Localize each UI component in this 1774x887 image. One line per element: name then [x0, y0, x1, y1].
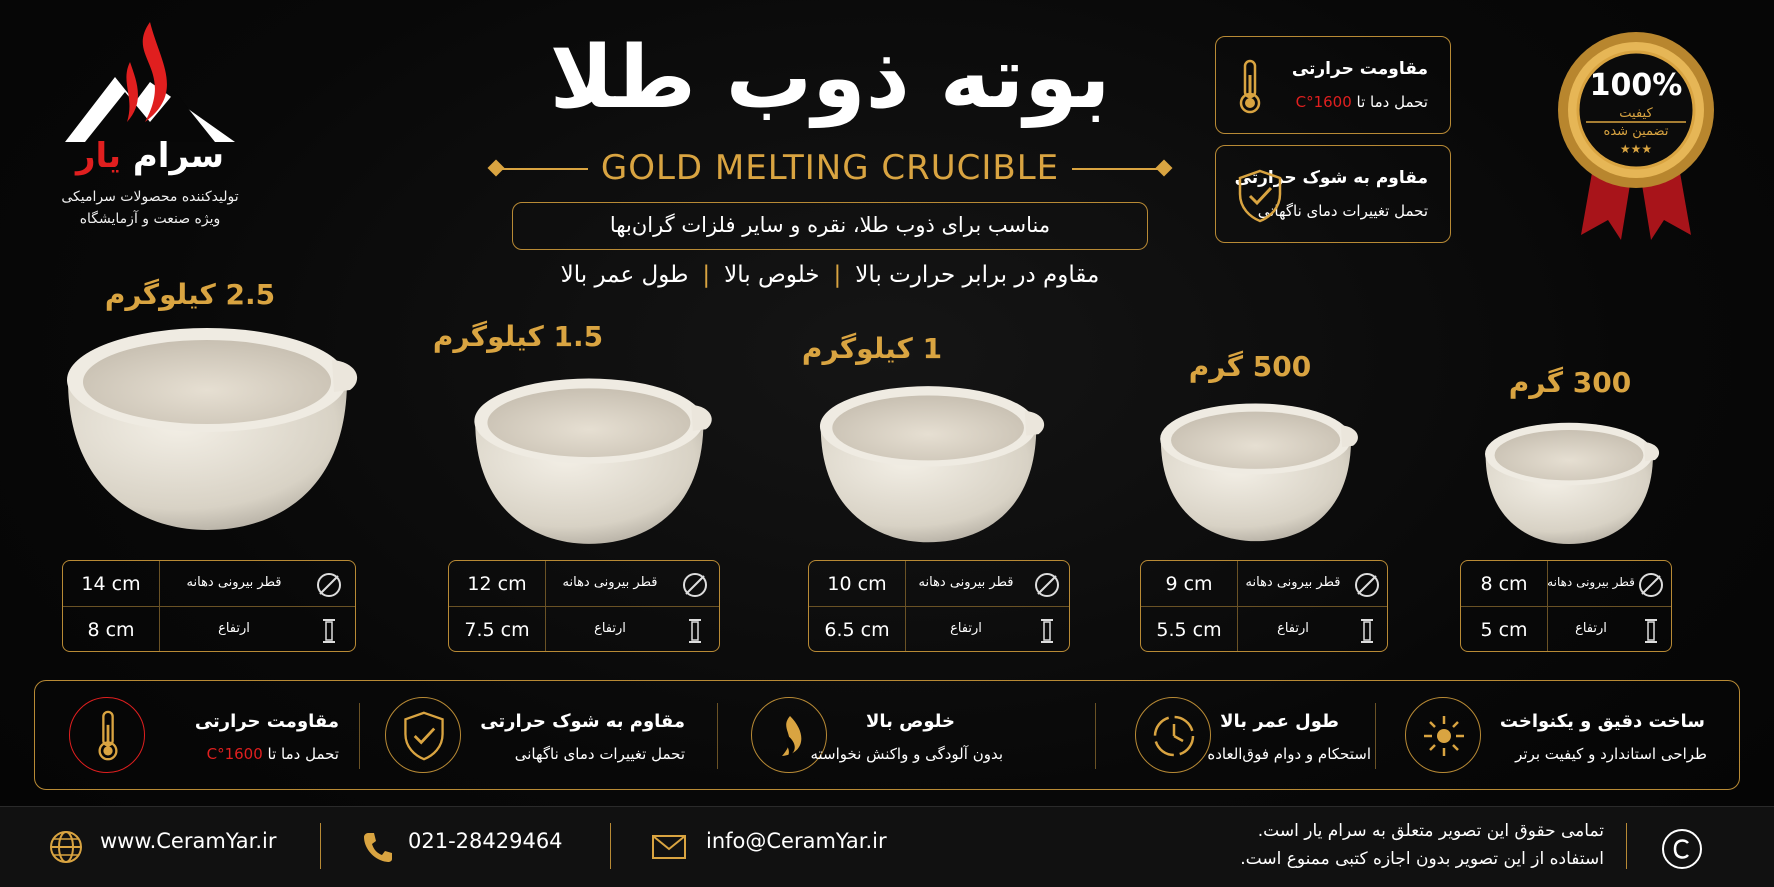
- copyright-line-1: تمامی حقوق این تصویر متعلق به سرام یار است.: [1257, 821, 1604, 841]
- divider: [359, 703, 360, 769]
- feature-sub: استحکام و دوام فوق‌العاده: [1207, 745, 1371, 763]
- diameter-label: قطر بیرونی دهانه: [1547, 575, 1635, 589]
- thermometer-icon: [1236, 59, 1264, 115]
- separator: |: [702, 262, 711, 288]
- precision-icon: [1422, 714, 1466, 758]
- temp-value: 1600°C: [1295, 93, 1352, 111]
- diameter-icon: [1033, 571, 1061, 599]
- diameter-value: 14 cm: [81, 573, 141, 595]
- spec-table: [1460, 560, 1672, 652]
- height-value: 5 cm: [1480, 619, 1528, 641]
- crucible-image: [458, 372, 728, 552]
- crucible-weight: 500 گرم: [1188, 350, 1312, 383]
- feature-heat-resistance: [59, 681, 359, 791]
- quality-badge: [1556, 30, 1716, 240]
- spec-row-diameter: [809, 561, 1069, 606]
- divider-line: [1072, 168, 1162, 170]
- height-label: ارتفاع: [1277, 621, 1309, 636]
- badge-line1: کیفیت: [1619, 106, 1653, 121]
- diameter-value: 10 cm: [827, 573, 887, 595]
- height-icon: [1641, 617, 1661, 645]
- feature-title: طول عمر بالا: [1220, 711, 1339, 732]
- divider: [320, 823, 321, 869]
- diameter-value: 8 cm: [1480, 573, 1528, 595]
- crucible-image: [1474, 418, 1670, 550]
- diameter-label: قطر بیرونی دهانه: [562, 575, 658, 590]
- badge-stars: ★★★: [1619, 142, 1653, 156]
- diameter-icon: [681, 571, 709, 599]
- spec-table: [808, 560, 1070, 652]
- copyright-text: [1240, 817, 1604, 873]
- brand-tagline-1: تولیدکننده محصولات سرامیکی: [61, 189, 239, 205]
- copyright-icon: [1660, 827, 1704, 871]
- info-card-title: مقاومت حرارتی: [1291, 59, 1428, 79]
- brand-tagline-2: ویژه صنعت و آزمایشگاه: [79, 211, 221, 227]
- info-card-thermal-shock: [1215, 145, 1451, 243]
- height-label: ارتفاع: [594, 621, 626, 636]
- footer: [0, 806, 1774, 887]
- crucible-weight: 2.5 کیلوگرم: [104, 278, 276, 311]
- divider: [610, 823, 611, 869]
- features-bar: [34, 680, 1740, 790]
- spec-row-height: [1461, 606, 1671, 651]
- crucible-image: [812, 380, 1052, 550]
- brand-name-red: یار: [75, 136, 122, 176]
- feature-icon-circle: [1405, 697, 1481, 773]
- spec-row-diameter: [1461, 561, 1671, 606]
- height-value: 6.5 cm: [824, 619, 890, 641]
- spec-row-height: [449, 606, 719, 651]
- divider-line: [498, 168, 588, 170]
- brand-logo: [40, 22, 260, 262]
- height-label: ارتفاع: [950, 621, 982, 636]
- height-value: 7.5 cm: [464, 619, 530, 641]
- feature-text: مقاوم در برابر حرارت بالا: [855, 262, 1100, 288]
- crucible-image: [62, 320, 362, 540]
- shield-check-icon: [1236, 168, 1284, 224]
- thermometer-icon: [94, 710, 122, 762]
- feature-sub: تحمل تغییرات دمای ناگهانی: [514, 745, 685, 763]
- feature-thermal-shock: [375, 681, 705, 791]
- page-title: بوته ذوب طلا: [549, 28, 1111, 128]
- feature-purity: [735, 681, 1085, 791]
- spec-row-height: [63, 606, 355, 651]
- divider: [1626, 823, 1627, 869]
- brand-tagline: [40, 186, 260, 230]
- crucible-weight: 1 کیلوگرم: [801, 332, 943, 365]
- info-card-sub: تحمل تغییرات دمای ناگهانی: [1257, 202, 1428, 220]
- divider: [1375, 703, 1376, 769]
- email-link[interactable]: info@CeramYar.ir: [706, 829, 887, 853]
- spec-row-diameter: [449, 561, 719, 606]
- height-icon: [685, 617, 705, 645]
- separator: |: [833, 262, 842, 288]
- diamond-decor: [1156, 160, 1173, 177]
- feature-title: ساخت دقیق و یکنواخت: [1499, 711, 1705, 732]
- info-card-heat-resistance: [1215, 36, 1451, 134]
- feature-sub: طراحی استاندارد و کیفیت برتر: [1515, 745, 1707, 763]
- features-line: [500, 262, 1160, 288]
- globe-icon: [48, 829, 84, 865]
- feature-sub: بدون آلودگی و واکنش نخواسته: [810, 745, 1003, 763]
- feature-text: خلوص بالا: [724, 262, 820, 288]
- height-icon: [1357, 617, 1377, 645]
- badge-line2: تضمین شده: [1603, 124, 1669, 139]
- diameter-value: 9 cm: [1165, 573, 1213, 595]
- feature-icon-circle: [385, 697, 461, 773]
- feature-icon-circle: [1135, 697, 1211, 773]
- clock-cycle-icon: [1150, 712, 1198, 760]
- feature-text: طول عمر بالا: [560, 262, 689, 288]
- email-icon: [652, 835, 686, 859]
- diameter-label: قطر بیرونی دهانه: [186, 575, 282, 590]
- spec-row-diameter: [1141, 561, 1387, 606]
- info-card-title: مقاوم به شوک حرارتی: [1234, 168, 1428, 188]
- shield-check-icon: [400, 710, 448, 762]
- description-box: مناسب برای ذوب طلا، نقره و سایر فلزات گران‌بها: [512, 202, 1148, 250]
- spec-table: [1140, 560, 1388, 652]
- subtitle-english: GOLD MELTING CRUCIBLE: [600, 148, 1060, 188]
- phone-link[interactable]: 021-28429464: [408, 829, 563, 853]
- diameter-value: 12 cm: [467, 573, 527, 595]
- divider: [717, 703, 718, 769]
- height-icon: [319, 617, 339, 645]
- spec-table: [62, 560, 356, 652]
- temp-value: 1600°C: [206, 745, 263, 763]
- feature-precision: [1395, 681, 1735, 791]
- diameter-label: قطر بیرونی دهانه: [1245, 575, 1341, 590]
- copyright-line-2: استفاده از این تصویر بدون اجازه کتبی ممنوع است.: [1240, 849, 1604, 869]
- feature-title: مقاوم به شوک حرارتی: [480, 711, 685, 732]
- brand-name-black: سرام: [132, 136, 225, 176]
- feature-title: مقاومت حرارتی: [194, 711, 339, 732]
- crucible-weight: 300 گرم: [1508, 366, 1632, 399]
- feature-lifespan: [1099, 681, 1399, 791]
- spec-row-height: [809, 606, 1069, 651]
- diameter-icon: [315, 571, 343, 599]
- subtitle-row: [490, 148, 1170, 192]
- brand-name: [40, 136, 260, 176]
- spec-table: [448, 560, 720, 652]
- crucible-weight: 1.5 کیلوگرم: [432, 320, 604, 353]
- height-value: 5.5 cm: [1156, 619, 1222, 641]
- divider: [1095, 703, 1096, 769]
- phone-icon: [362, 831, 392, 863]
- info-card-sub: تحمل دما تا 1600°C: [1295, 93, 1428, 111]
- height-icon: [1037, 617, 1057, 645]
- diameter-icon: [1637, 571, 1665, 599]
- crucible-image: [1150, 398, 1368, 548]
- website-link[interactable]: www.CeramYar.ir: [100, 829, 277, 853]
- flame-mountain-icon: [65, 22, 235, 142]
- height-label: ارتفاع: [1575, 621, 1607, 636]
- diameter-label: قطر بیرونی دهانه: [918, 575, 1014, 590]
- feature-icon-circle: [69, 697, 145, 773]
- feature-title: خلوص بالا: [865, 711, 955, 732]
- spec-row-height: [1141, 606, 1387, 651]
- feature-sub: تحمل دما تا 1600°C: [206, 745, 339, 763]
- flame-icon: [774, 714, 806, 758]
- height-value: 8 cm: [87, 619, 135, 641]
- spec-row-diameter: [63, 561, 355, 606]
- diameter-icon: [1353, 571, 1381, 599]
- height-label: ارتفاع: [218, 621, 250, 636]
- badge-percent: 100%: [1589, 68, 1683, 103]
